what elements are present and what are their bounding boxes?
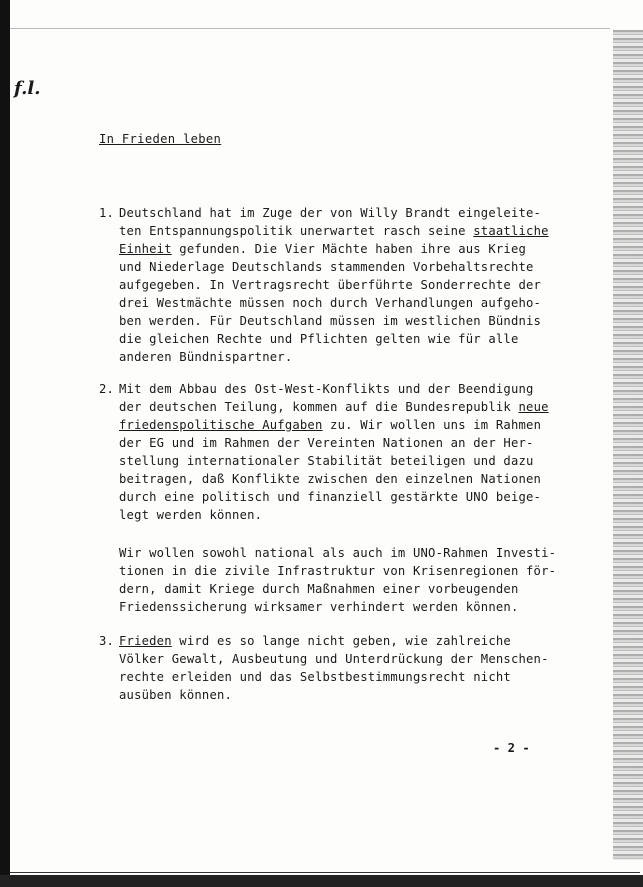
text-line: drei Westmächte müssen noch durch Verhandlungen aufgeho- [119, 296, 542, 310]
item-body [119, 380, 549, 524]
text-line: der deutschen Teilung, kommen auf die Bundesrepublik neue [119, 400, 549, 414]
text-line: legt werden können. [119, 508, 263, 522]
item-number: 2. [99, 382, 115, 396]
text-line: durch eine politisch und finanziell gestärkte UNO beige- [119, 490, 542, 504]
margin-handwritten-mark: f.l. [14, 78, 41, 99]
document-title: In Frieden leben [99, 132, 222, 146]
underlined-phrase: Einheit [119, 242, 172, 256]
scan-left-edge [0, 0, 10, 887]
text-line: dern, damit Kriege durch Maßnahmen einer vorbeugenden [119, 582, 519, 596]
scan-bottom-edge [0, 875, 643, 887]
text-line: Völker Gewalt, Ausbeutung und Unterdrückung der Menschen- [119, 652, 549, 666]
text-line: Friedenssicherung wirksamer verhindert werden können. [119, 600, 519, 614]
underlined-phrase: Frieden [119, 634, 172, 648]
text-line: rechte erleiden und das Selbstbestimmungsrecht nicht [119, 670, 511, 684]
scan-right-edge [613, 30, 643, 860]
text-line: stellung internationaler Stabilität beteiligen und dazu [119, 454, 534, 468]
text-line: ausüben können. [119, 688, 233, 702]
scan-bottom-line [10, 872, 640, 873]
text-line: Mit dem Abbau des Ost-West-Konflikts und der Beendigung [119, 382, 534, 396]
paragraph-continuation [119, 544, 557, 616]
item-body [119, 204, 549, 366]
text-line: Einheit gefunden. Die Vier Mächte haben ihre aus Krieg [119, 242, 527, 256]
text-line: aufgegeben. In Vertragsrecht überführte Sonderrechte der [119, 278, 542, 292]
text-line: anderen Bündnispartner. [119, 350, 293, 364]
scan-top-line [10, 28, 610, 29]
text-line: ben werden. Für Deutschland müssen im westlichen Bündnis [119, 314, 542, 328]
text-line: beitragen, daß Konflikte zwischen den einzelnen Nationen [119, 472, 542, 486]
text-line: die gleichen Rechte und Pflichten gelten wie für alle [119, 332, 519, 346]
text-line: ten Entspannungspolitik unerwartet rasch seine staatliche [119, 224, 549, 238]
text-line: Wir wollen sowohl national als auch im UNO-Rahmen Investi- [119, 546, 557, 560]
underlined-phrase: neue [518, 400, 549, 414]
underlined-phrase: staatliche [473, 224, 549, 238]
text-line: und Niederlage Deutschlands stammenden Vorbehaltsrechte [119, 260, 534, 274]
text-line: Frieden wird es so lange nicht geben, wie zahlreiche [119, 634, 511, 648]
item-body [119, 632, 549, 704]
item-number: 1. [99, 206, 115, 220]
text-line: Deutschland hat im Zuge der von Willy Brandt eingeleite- [119, 206, 542, 220]
item-number: 3. [99, 634, 115, 648]
page-number: - 2 - [493, 741, 530, 755]
text-line: tionen in die zivile Infrastruktur von Krisenregionen för- [119, 564, 557, 578]
underlined-phrase: friedenspolitische Aufgaben [119, 418, 323, 432]
text-line: der EG und im Rahmen der Vereinten Nationen an der Her- [119, 436, 534, 450]
text-line: friedenspolitische Aufgaben zu. Wir wollen uns im Rahmen [119, 418, 542, 432]
